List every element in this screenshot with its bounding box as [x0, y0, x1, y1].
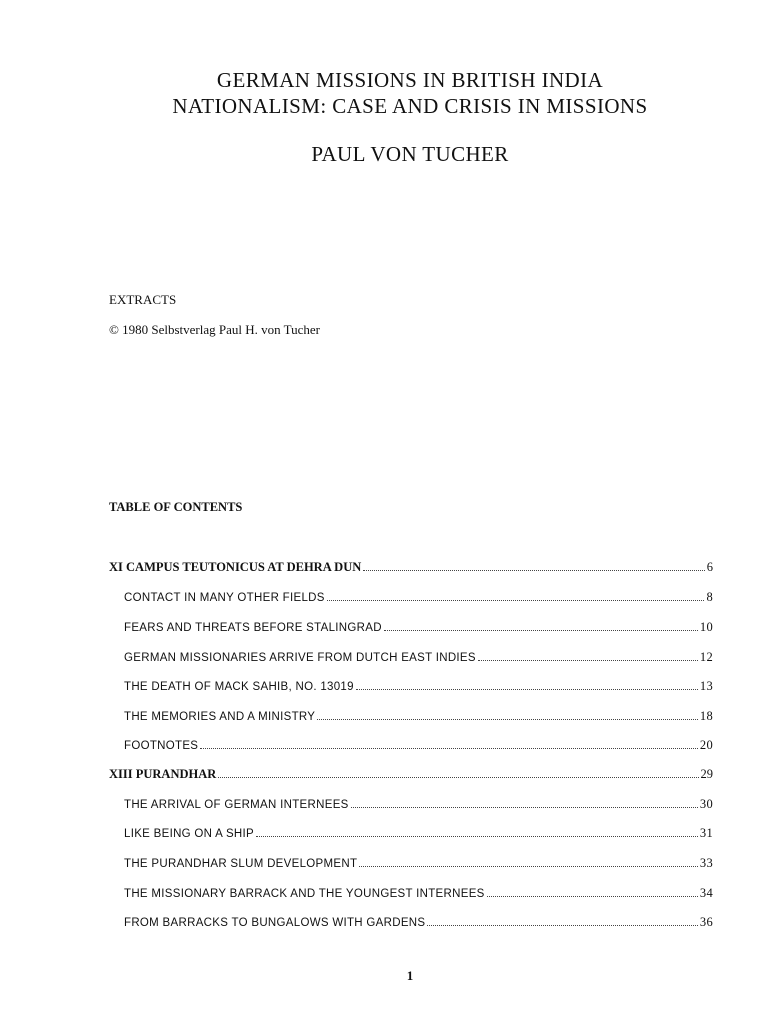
- author-name: PAUL VON TUCHER: [311, 142, 509, 166]
- toc-entry-page: 8: [706, 590, 713, 604]
- toc-entry-page: 36: [699, 915, 713, 929]
- toc-entry-title: GERMAN MISSIONARIES ARRIVE FROM DUTCH EAST INDIES: [124, 652, 476, 664]
- toc-entry[interactable]: [124, 619, 713, 636]
- toc-leader-dots: [256, 835, 698, 837]
- toc-leader-dots: [356, 688, 698, 690]
- toc-entry-page: 20: [699, 738, 713, 752]
- toc-entry-title: FOOTNOTES: [124, 740, 199, 752]
- toc-leader-dots: [218, 776, 698, 778]
- toc-entry-title: THE MISSIONARY BARRACK AND THE YOUNGEST INTERNEES: [124, 888, 485, 900]
- toc-entry[interactable]: [124, 885, 713, 902]
- toc-entry-title: THE ARRIVAL OF GERMAN INTERNEES: [124, 799, 349, 811]
- toc-entry-title: FEARS AND THREATS BEFORE STALINGRAD: [124, 622, 382, 634]
- toc-entry-page: 34: [699, 886, 713, 900]
- toc-leader-dots: [384, 629, 698, 631]
- toc-entry-page: 18: [699, 709, 713, 723]
- toc-entry-page: 13: [699, 679, 713, 693]
- toc-entry[interactable]: [124, 708, 713, 725]
- toc-entry[interactable]: [124, 649, 713, 666]
- toc-entry-title: THE PURANDHAR SLUM DEVELOPMENT: [124, 858, 358, 870]
- toc-entry-title: FROM BARRACKS TO BUNGALOWS WITH GARDENS: [124, 917, 426, 929]
- toc-entry[interactable]: [124, 914, 713, 931]
- toc-leader-dots: [351, 806, 698, 808]
- toc-entry-title: XIII PURANDHAR: [109, 767, 217, 781]
- toc-leader-dots: [427, 924, 698, 926]
- toc-leader-dots: [363, 569, 705, 571]
- toc-leader-dots: [317, 718, 698, 720]
- toc-entry-page: 31: [699, 826, 713, 840]
- toc-entry-title: THE DEATH OF MACK SAHIB, NO. 13019: [124, 681, 354, 693]
- toc-entry[interactable]: [124, 796, 713, 813]
- extracts-label: EXTRACTS: [109, 292, 177, 307]
- toc-leader-dots: [327, 599, 705, 601]
- toc-entry-title: XI CAMPUS TEUTONICUS AT DEHRA DUN: [109, 560, 362, 574]
- toc-entry-page: 12: [699, 650, 713, 664]
- toc-leader-dots: [478, 659, 698, 661]
- toc-entry[interactable]: [109, 766, 713, 782]
- toc-leader-dots: [359, 865, 698, 867]
- toc-heading: TABLE OF CONTENTS: [109, 500, 243, 514]
- toc-entry[interactable]: [109, 559, 713, 575]
- toc-entry-title: CONTACT IN MANY OTHER FIELDS: [124, 592, 325, 604]
- toc-entry-page: 33: [699, 856, 713, 870]
- toc-entry-page: 29: [700, 767, 713, 781]
- toc-entry[interactable]: [124, 855, 713, 872]
- toc-entry[interactable]: [124, 678, 713, 695]
- toc-entry-page: 30: [699, 797, 713, 811]
- toc-entry[interactable]: [124, 825, 713, 842]
- toc-entry-page: 6: [706, 560, 713, 574]
- toc-entry[interactable]: [124, 737, 713, 754]
- toc-entry-title: THE MEMORIES AND A MINISTRY: [124, 711, 316, 723]
- copyright-notice: © 1980 Selbstverlag Paul H. von Tucher: [109, 322, 321, 337]
- page-number: 1: [406, 968, 414, 983]
- toc-leader-dots: [200, 747, 698, 749]
- toc-entry-page: 10: [699, 620, 713, 634]
- toc-entry-title: LIKE BEING ON A SHIP: [124, 828, 254, 840]
- toc-entry[interactable]: [124, 589, 713, 606]
- toc-leader-dots: [487, 895, 698, 897]
- document-title-line-1: GERMAN MISSIONS IN BRITISH INDIA: [216, 68, 604, 92]
- document-title-line-2: NATIONALISM: CASE AND CRISIS IN MISSIONS: [172, 94, 648, 118]
